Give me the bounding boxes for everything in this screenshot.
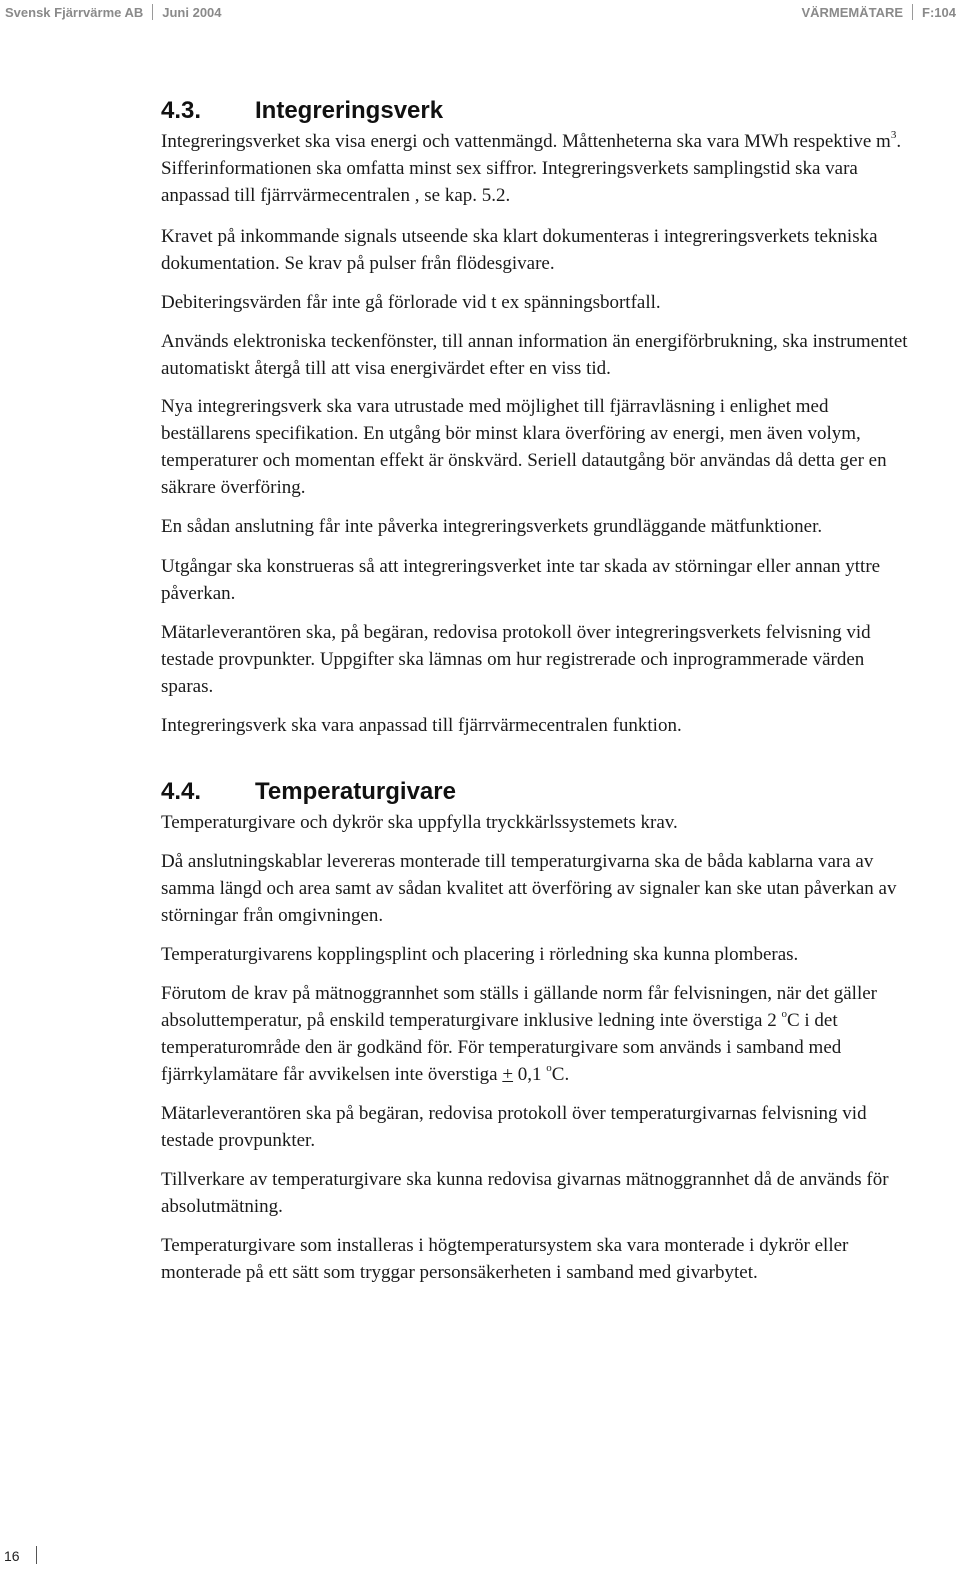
paragraph: Temperaturgivare och dykrör ska uppfylla tryckkärlssystemets krav. [161, 812, 678, 833]
section-title: Temperaturgivare [255, 778, 456, 805]
paragraph: Nya integreringsverk ska vara utrustade med möjlighet till fjärravläsning i enlighet med beställarens specifikation. En utgång bör minst klara överföring av energi, men även volym, temperaturer och momentan effekt är önskvärd. Seriell datautgång bör användas då detta ger en säkrare överföring. [161, 396, 887, 498]
section-title: Integreringsverk [255, 97, 444, 124]
section-number: 4.4. [161, 778, 202, 805]
paragraph: Kravet på inkommande signals utseende ska klart dokumenteras i integreringsverkets tekniska dokumentation. Se krav på pulser från flödesgivare. [161, 226, 878, 274]
header-divider [912, 4, 913, 20]
paragraph: Integreringsverk ska vara anpassad till fjärrvärmecentralen funktion. [161, 715, 682, 736]
page-number: 16 [4, 1548, 20, 1564]
paragraph [161, 128, 921, 209]
text-run: . Sifferinformationen ska omfatta minst sex siffror. Integreringsverkets samplingstid ska vara anpassad till fjärrvärmecentralen , se kap. 5.2. [161, 131, 902, 206]
text-run: C. [551, 1064, 570, 1085]
paragraph: Temperaturgivare som installeras i högtemperatursystem ska vara monterade i dykrör eller monterade på ett sätt som tryggar personsäkerheten i samband med givarbytet. [161, 1235, 849, 1283]
text-run: Integreringsverket ska visa energi och vattenmängd. Måttenheterna ska vara MWh respektive m [161, 131, 891, 152]
paragraph: Används elektroniska teckenfönster, till annan information än energiförbrukning, ska instrumentet automatiskt återgå till att visa energivärdet efter en viss tid. [161, 331, 908, 379]
section-heading-4-3 [161, 96, 921, 126]
page-header [0, 0, 960, 22]
header-left [5, 4, 222, 20]
header-right [801, 4, 956, 20]
superscript: 3 [890, 129, 897, 141]
header-date: Juni 2004 [162, 5, 222, 20]
paragraph [161, 980, 921, 1088]
paragraph: Tillverkare av temperaturgivare ska kunna redovisa givarnas mätnoggrannhet då de används för absolutmätning. [161, 1169, 889, 1217]
paragraph: Temperaturgivarens kopplingsplint och placering i rörledning ska kunna plomberas. [161, 944, 799, 965]
header-divider [152, 4, 153, 20]
paragraph: Mätarleverantören ska, på begäran, redovisa protokoll över integreringsverkets felvisning vid testade provpunkter. Uppgifter ska lämnas om hur registrerade och inprogrammerade värden sparas. [161, 622, 871, 697]
section-number: 4.3. [161, 97, 202, 124]
paragraph: Då anslutningskablar levereras monterade till temperaturgivarna ska de båda kablarna vara av samma längd och area samt av sådan kvalitet att överföring av signaler kan ske utan påverkan av störningar från omgivningen. [161, 851, 897, 926]
paragraph: Utgångar ska konstrueras så att integreringsverket inte tar skada av störningar eller annan yttre påverkan. [161, 556, 881, 604]
text-run: C i det temperaturområde den är godkänd för. För temperaturgivare som används i samband med fjärrkylamätare får avvikelsen inte överstiga [161, 1010, 842, 1085]
section-heading-4-4 [161, 777, 921, 807]
text-run: 0,1 [513, 1064, 547, 1085]
header-organization: Svensk Fjärrvärme AB [5, 5, 144, 20]
header-section-code: F:104 [922, 5, 956, 20]
paragraph: En sådan anslutning får inte påverka integreringsverkets grundläggande mätfunktioner. [161, 516, 823, 537]
plus-minus-sign: + [502, 1064, 514, 1085]
superscript: o [546, 1062, 552, 1074]
page-footer [4, 1546, 37, 1564]
paragraph: Debiteringsvärden får inte gå förlorade vid t ex spänningsbortfall. [161, 292, 661, 313]
paragraph: Mätarleverantören ska på begäran, redovisa protokoll över temperaturgivarnas felvisning vid testade provpunkter. [161, 1103, 867, 1151]
text-run: Förutom de krav på mätnoggrannhet som ställs i gällande norm får felvisningen, när det gäller absoluttemperatur, på enskild temperaturgivare inklusive ledning inte överstiga 2 [161, 983, 877, 1031]
superscript: o [781, 1008, 787, 1020]
footer-divider [36, 1546, 37, 1564]
document-body [161, 96, 921, 1286]
header-document-title: VÄRMEMÄTARE [801, 5, 904, 20]
